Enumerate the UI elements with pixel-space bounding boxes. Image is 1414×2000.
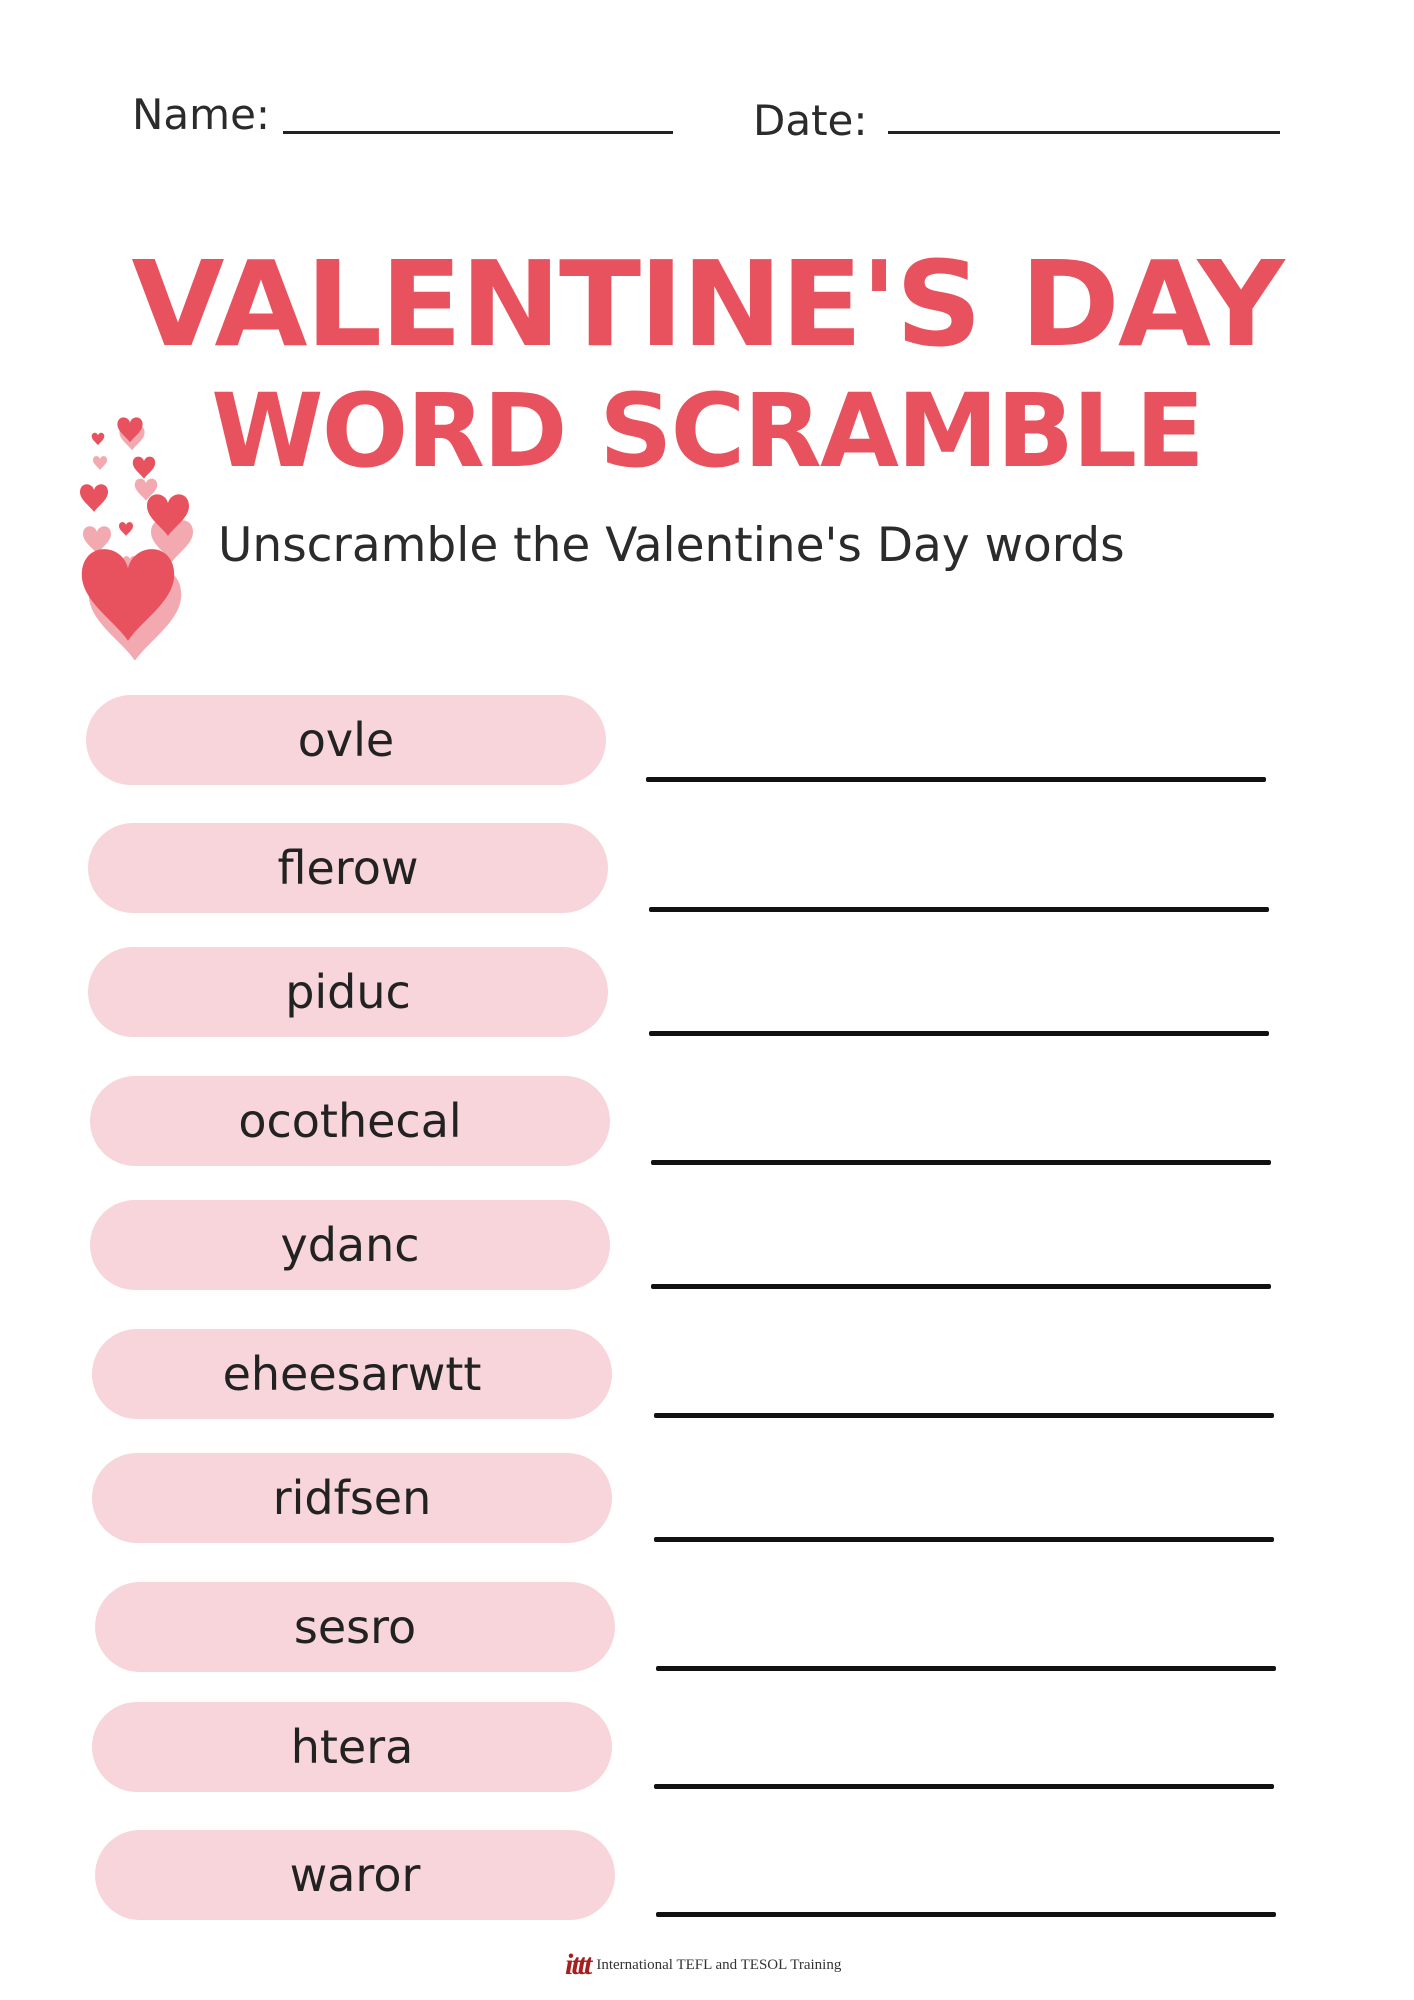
word-row [0,1200,1414,1290]
word-row [0,947,1414,1037]
answer-line[interactable] [646,777,1266,782]
answer-line[interactable] [651,1284,1271,1289]
answer-line[interactable] [654,1537,1274,1542]
instructions: Unscramble the Valentine's Day words [218,518,1125,573]
date-field-label: Date: [753,96,868,145]
name-field-label: Name: [132,90,271,139]
title-line-2: WORD SCRAMBLE [211,372,1203,491]
answer-line[interactable] [656,1912,1276,1917]
answer-line[interactable] [651,1160,1271,1165]
scrambled-word: ovle [86,695,606,785]
scrambled-word: eheesarwtt [92,1329,612,1419]
answer-line[interactable] [654,1784,1274,1789]
title-line-1: VALENTINE'S DAY [131,235,1283,373]
answer-line[interactable] [656,1666,1276,1671]
word-row [0,1329,1414,1419]
word-row [0,823,1414,913]
scrambled-word: htera [92,1702,612,1792]
scrambled-word: ocothecal [90,1076,610,1166]
footer [565,1948,841,1982]
footer-text: International TEFL and TESOL Training [596,1956,842,1973]
scrambled-word: waror [95,1830,615,1920]
word-row [0,1453,1414,1543]
scrambled-word: ydanc [90,1200,610,1290]
answer-line[interactable] [649,1031,1269,1036]
scrambled-word: sesro [95,1582,615,1672]
word-row [0,695,1414,785]
date-field-line[interactable] [888,131,1280,134]
scrambled-word: flerow [88,823,608,913]
word-row [0,1702,1414,1792]
answer-line[interactable] [654,1413,1274,1418]
scrambled-word: piduc [88,947,608,1037]
word-row [0,1582,1414,1672]
ittt-logo-icon: ittt [565,1948,591,1981]
hearts-decoration-icon [70,400,210,660]
word-row [0,1830,1414,1920]
answer-line[interactable] [649,907,1269,912]
scrambled-word: ridfsen [92,1453,612,1543]
word-row [0,1076,1414,1166]
name-field-line[interactable] [283,131,673,134]
